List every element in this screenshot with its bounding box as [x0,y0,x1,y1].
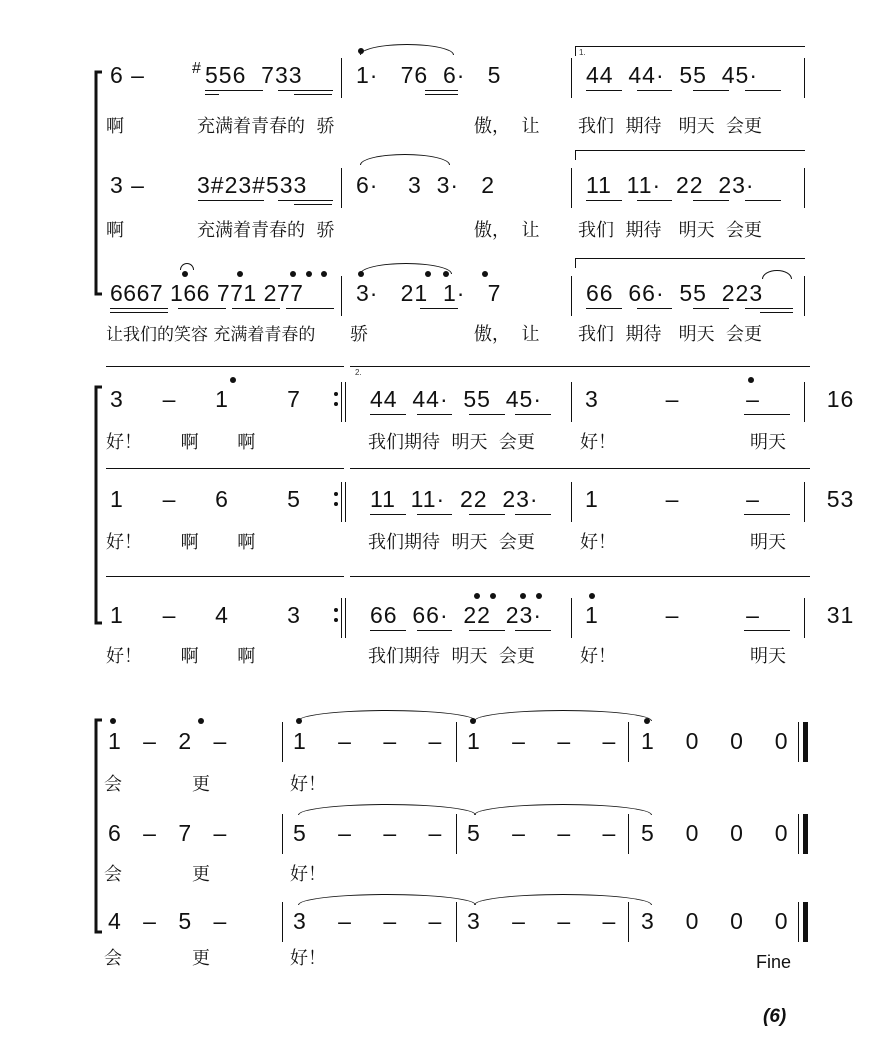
page-number: (6) [763,1006,787,1027]
beam [294,204,332,205]
beam [515,630,551,631]
high-dot [536,593,542,599]
s2v3-lyrics-b: 我们期待 明天 会更 [368,646,535,667]
s3v1-notes-b: 1 – – – [293,728,443,754]
beam [425,94,458,95]
volta-line [575,46,805,47]
barline [804,382,805,422]
repeat-barline [345,598,346,638]
final-barline [798,814,799,854]
volta-line [106,366,344,367]
beam [586,308,622,309]
beam [744,414,790,415]
beam [745,90,781,91]
barline [804,598,805,638]
s1v2-lyrics-c: 傲， 让 [474,220,540,241]
beam [515,414,551,415]
tie [474,804,652,815]
s3v3-notes-b: 3 – – – [293,908,443,934]
s1v3-lyrics-a: 让我们的笑容 充满着青春的 [106,325,316,345]
high-dot [237,271,243,277]
barline [804,276,805,316]
barline [804,482,805,522]
tie [298,710,476,721]
s3v1-notes-a: 1 – 2 – [108,728,228,754]
repeat-dot [334,502,338,506]
beam [745,308,793,309]
s1v1-notes-b: 556 733 [205,62,303,88]
s1v2-lyrics-a: 啊 [106,220,124,241]
barline [341,168,342,208]
beam [232,308,280,309]
fine-marking: Fine [756,952,792,972]
sharp-sign: # [192,60,202,77]
beam [294,94,332,95]
s1v1-lyrics-b: 充满着青春的 骄 [197,116,335,137]
system3-bracket [92,718,106,934]
barline [341,58,342,98]
s3v3-notes-a: 4 – 5 – [108,908,228,934]
high-dot [230,377,236,383]
barline [456,814,457,854]
repeat-dot [334,492,338,496]
beam [637,200,672,201]
barline [282,722,283,762]
beam [278,90,333,91]
repeat-barline [345,482,346,522]
beam [286,308,334,309]
volta-line [575,150,805,151]
s2v2-lyrics-b: 我们期待 明天 会更 [368,532,535,553]
s1v3-notes-a: 6667 166 771 277 [110,280,304,306]
s3v3-lyrics-a: 会 [104,948,122,969]
s1v1-lyrics-a: 啊 [106,116,124,137]
slur [360,44,454,55]
s2v2-lyrics-d: 明天 [750,532,786,553]
s1v1-lyrics-c: 傲， 让 [474,116,540,137]
repeat-barline [341,382,342,422]
beam [420,308,458,309]
final-barline-thick [803,814,808,854]
high-dot [748,377,754,383]
final-barline [798,722,799,762]
s2v2-notes-c: 1 – – 53 [585,486,855,512]
slur [360,154,450,165]
beam [110,308,168,309]
s3v2-notes-c: 5 – – – [467,820,617,846]
beam [198,200,264,201]
high-dot [110,718,116,724]
volta-line [106,468,344,469]
volta-bracket [575,258,576,268]
barline [628,722,629,762]
beam [586,90,622,91]
high-dot [482,271,488,277]
volta-1-label: 1. [579,48,586,57]
s1v2-notes-c: 6· 3 3· 2 [356,172,495,198]
high-dot [474,593,480,599]
beam [693,308,729,309]
high-dot [490,593,496,599]
high-dot [589,593,595,599]
volta-line [350,366,810,367]
s2v1-lyrics-a: 好！ 啊 啊 [106,432,256,453]
barline [571,168,572,208]
beam [370,514,406,515]
volta-line [350,576,810,577]
beam [370,414,406,415]
s3v2-lyrics-a: 会 [104,864,122,885]
s3v2-lyrics-c: 好！ [290,864,326,885]
s2v3-notes-b: 66 66· 22 23· [370,602,542,628]
tie [474,710,652,721]
s1v2-notes-d: 11 11· 22 23· [586,172,755,198]
s2v1-notes-c: 3 – – 16 [585,386,855,412]
s1v2-lyrics-d: 我们 期待 明天 会更 [578,220,763,241]
beam [637,308,672,309]
final-barline [798,902,799,942]
slur [360,263,452,274]
high-dot [182,271,188,277]
s3v1-notes-d: 1 0 0 0 [641,728,789,754]
s3v2-notes-b: 5 – – – [293,820,443,846]
beam [515,514,551,515]
s2v2-notes-a: 1 – 6 5 [110,486,301,512]
s1v2-notes-b: 3#23#533 [197,172,308,198]
beam [110,312,168,313]
s3v3-notes-d: 3 0 0 0 [641,908,789,934]
s1v2-lyrics-b: 充满着青春的 骄 [197,220,335,241]
volta-2-label: 2. [355,368,362,377]
beam [469,514,505,515]
s3v1-lyrics-c: 好！ [290,774,326,795]
s1v1-notes-c: 1· 76 6· 5 [356,62,502,88]
system1-bracket [92,70,106,296]
high-dot [290,271,296,277]
slur [762,270,792,279]
s3v3-lyrics-c: 好！ [290,948,326,969]
repeat-dot [334,402,338,406]
beam [370,630,406,631]
s3v2-lyrics-b: 更 [192,864,210,885]
barline [282,814,283,854]
beam [425,90,458,91]
beam [417,630,452,631]
beam [744,630,790,631]
s3v2-notes-a: 6 – 7 – [108,820,228,846]
beam [586,200,622,201]
repeat-dot [334,392,338,396]
s3v3-notes-c: 3 – – – [467,908,617,934]
s1v1-lyrics-d: 我们 期待 明天 会更 [578,116,763,137]
barline [571,598,572,638]
beam [637,90,672,91]
volta-line [575,258,805,259]
beam [417,514,452,515]
beam [205,90,263,91]
barline [456,902,457,942]
beam [469,630,505,631]
volta-bracket [575,150,576,160]
s2v3-lyrics-d: 明天 [750,646,786,667]
volta-line [350,468,810,469]
s2v1-lyrics-b: 我们期待 明天 会更 [368,432,535,453]
barline [571,276,572,316]
high-dot [306,271,312,277]
barline [804,58,805,98]
barline [628,902,629,942]
s2v1-notes-b: 44 44· 55 45· [370,386,542,412]
s2v3-lyrics-a: 好！ 啊 啊 [106,646,256,667]
s2v3-notes-c: 1 – – 31 [585,602,855,628]
tie [474,894,652,905]
tie [298,804,476,815]
s1v1-notes-d: 44 44· 55 45· [586,62,758,88]
s3v2-notes-d: 5 0 0 0 [641,820,789,846]
repeat-barline [341,482,342,522]
s1v3-lyrics-c: 傲， 让 [474,324,540,345]
barline [571,482,572,522]
s2v2-notes-b: 11 11· 22 23· [370,486,539,512]
beam [760,312,793,313]
system2-bracket [92,385,106,625]
beam [744,514,790,515]
beam [205,94,219,95]
final-barline-thick [803,722,808,762]
s1v2-notes-a: 3 – [110,172,153,198]
barline [282,902,283,942]
s3v1-lyrics-b: 更 [192,774,210,795]
repeat-dot [334,618,338,622]
barline [341,276,342,316]
s2v3-lyrics-c: 好！ [580,646,616,667]
beam [417,414,452,415]
barline [571,382,572,422]
s2v1-notes-a: 3 – 1 7 [110,386,301,412]
volta-bracket [575,46,576,56]
s2v1-lyrics-d: 明天 [750,432,786,453]
barline [804,168,805,208]
beam [469,414,505,415]
tie [298,894,476,905]
final-barline-thick [803,902,808,942]
s1v3-notes-d: 66 66· 55 223 [586,280,764,306]
slur [180,263,194,270]
high-dot [198,718,204,724]
s1v3-lyrics-d: 我们 期待 明天 会更 [578,324,763,345]
s2v2-lyrics-c: 好！ [580,532,616,553]
repeat-barline [341,598,342,638]
barline [571,58,572,98]
repeat-barline [345,382,346,422]
s2v2-lyrics-a: 好！ 啊 啊 [106,532,256,553]
s1v1-notes-a: 6 – [110,62,153,88]
beam [745,200,781,201]
s2v1-lyrics-c: 好！ [580,432,616,453]
s3v3-lyrics-b: 更 [192,948,210,969]
s1v3-notes-c: 3· 21 1· 7 [356,280,502,306]
s1v3-lyrics-b: 骄 [350,324,368,345]
high-dot [321,271,327,277]
barline [628,814,629,854]
beam [693,90,729,91]
beam [278,200,333,201]
volta-line [106,576,344,577]
high-dot [520,593,526,599]
s3v1-notes-c: 1 – – – [467,728,617,754]
barline [456,722,457,762]
beam [178,308,226,309]
s3v1-lyrics-a: 会 [104,774,122,795]
beam [693,200,729,201]
repeat-dot [334,608,338,612]
s2v3-notes-a: 1 – 4 3 [110,602,301,628]
